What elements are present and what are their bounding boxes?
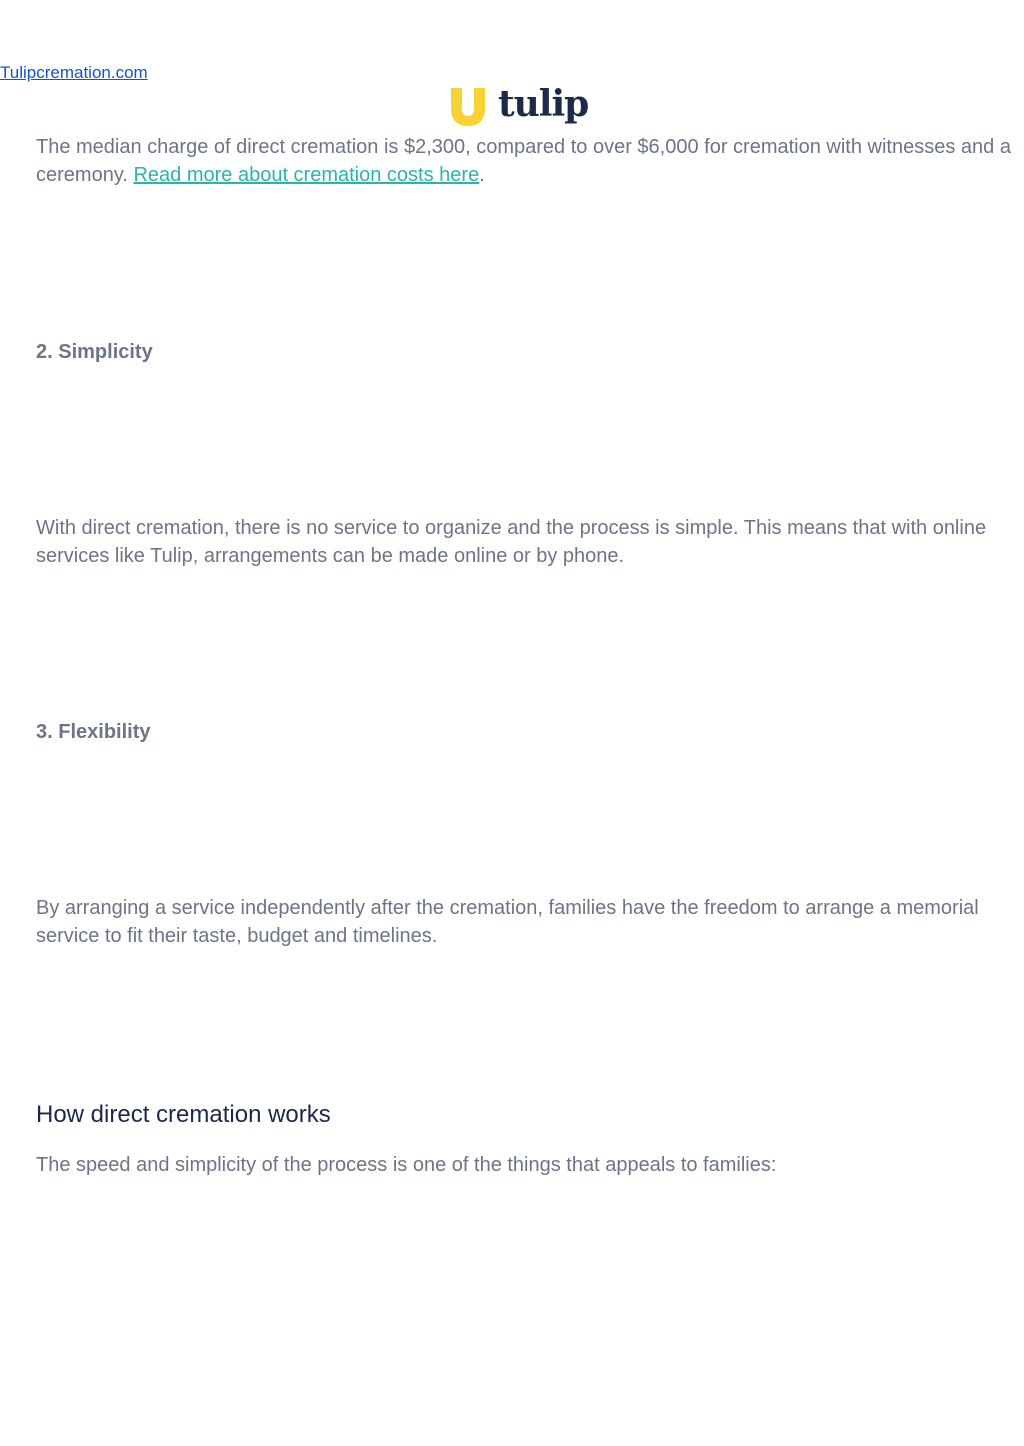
simplicity-heading: 2. Simplicity: [36, 341, 153, 363]
section-title: How direct cremation works: [36, 1101, 331, 1128]
section-intro-paragraph: The speed and simplicity of the process is one of the things that appeals to families:: [36, 1154, 777, 1176]
intro-tail: .: [479, 164, 485, 186]
simplicity-paragraph: With direct cremation, there is no service to organize and the process is simple. This means that with online services like Tulip, arrangements can be made online or by phone.: [36, 517, 987, 567]
intro-text: The median charge of direct cremation is $2,300, compared to over $6,000 for cremation with witnesses and a ceremony.: [36, 136, 1011, 186]
intro-paragraph: [36, 133, 1021, 189]
tulip-logo: [449, 83, 589, 126]
cremation-costs-link[interactable]: Read more about cremation costs here: [133, 164, 480, 186]
site-link[interactable]: Tulipcremation.com: [0, 63, 148, 82]
flexibility-paragraph: By arranging a service independently after the cremation, families have the freedom to arrange a memorial service to fit their taste, budget and timelines.: [36, 897, 979, 947]
logo-wordmark: tulip: [498, 83, 589, 125]
flexibility-heading: 3. Flexibility: [36, 721, 151, 743]
tulip-logo-icon: [449, 86, 487, 126]
